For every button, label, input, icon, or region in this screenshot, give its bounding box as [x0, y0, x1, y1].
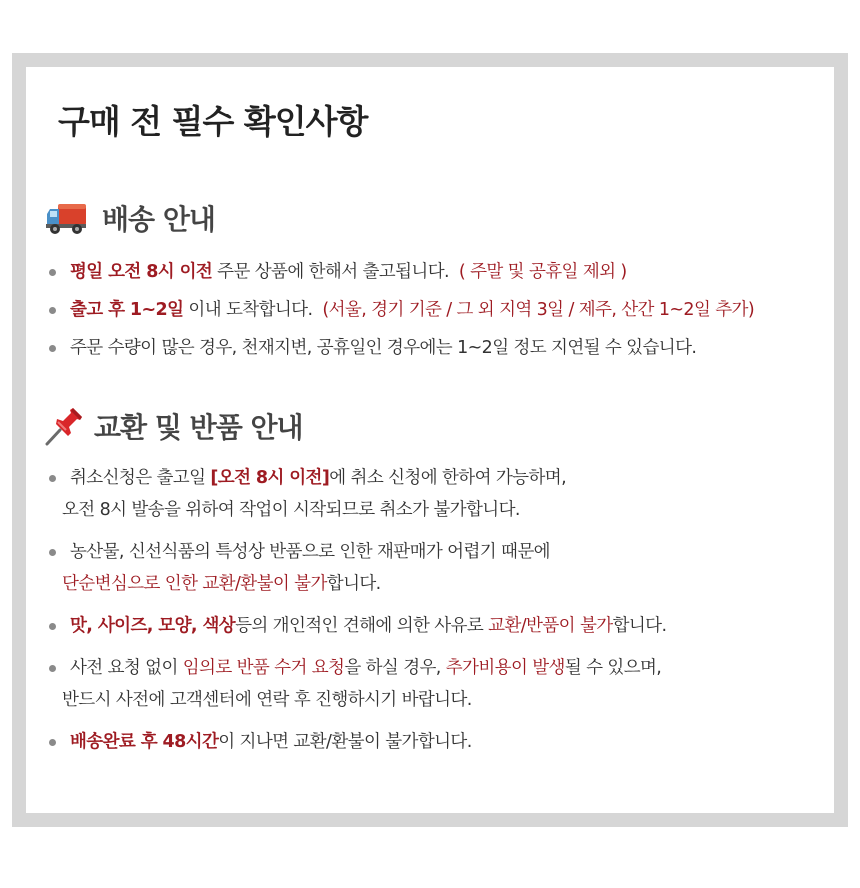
note-text: 단순변심으로 인한 교환/환불이 불가: [62, 574, 327, 594]
list-item: [46, 462, 826, 526]
emphasis-text: 출고 후 1~2일: [70, 300, 184, 320]
pushpin-icon: [44, 406, 86, 446]
emphasis-text: 배송완료 후 48시간: [70, 732, 219, 752]
emphasis-text: 평일 오전 8시 이전: [70, 262, 213, 282]
body-text: 취소신청은 출고일: [70, 468, 211, 488]
list-item: [46, 256, 826, 288]
list-item: [46, 726, 826, 758]
body-text: 사전 요청 없이: [70, 658, 183, 678]
emphasis-text: [오전 8시 이전]: [210, 468, 330, 488]
list-item: [46, 610, 826, 642]
body-text: 이 지나면 교환/환불이 불가합니다.: [218, 732, 472, 752]
note-text: 교환/반품이 불가: [488, 616, 613, 636]
body-text-line2: [62, 568, 826, 600]
shipping-list: [46, 256, 826, 370]
exchange-list: [46, 462, 826, 768]
list-item: [46, 536, 826, 600]
emphasis-text: 맛, 사이즈, 모양, 색상: [70, 616, 236, 636]
body-text: 합니다.: [612, 616, 667, 636]
body-text: 주문 상품에 한해서 출고됩니다.: [212, 262, 459, 282]
note-text: 추가비용이 발생: [445, 658, 565, 678]
body-text: 등의 개인적인 견해에 의한 사유로: [235, 616, 489, 636]
note-text: 임의로 반품 수거 요청: [182, 658, 345, 678]
body-text: 주문 수량이 많은 경우, 천재지변, 공휴일인 경우에는 1~2일 정도 지연될 수 있습니다.: [70, 338, 697, 358]
shipping-section-heading: [44, 198, 215, 238]
truck-icon: [44, 200, 88, 236]
body-text: 될 수 있으며,: [564, 658, 662, 678]
exchange-section-heading: [44, 406, 303, 446]
body-text: 에 취소 신청에 한하여 가능하며,: [329, 468, 567, 488]
body-text: 농산물, 신선식품의 특성상 반품으로 인한 재판매가 어렵기 때문에: [70, 542, 550, 562]
page-title: 구매 전 필수 확인사항: [58, 102, 368, 141]
exchange-heading: 교환 및 반품 안내: [94, 411, 303, 444]
list-item: [46, 332, 826, 364]
body-text: 을 하실 경우,: [344, 658, 446, 678]
body-text: 이내 도착합니다.: [183, 300, 323, 320]
note-text: ( 주말 및 공휴일 제외 ): [458, 262, 627, 282]
list-item: [46, 294, 826, 326]
note-text: (서울, 경기 기준 / 그 외 지역 3일 / 제주, 산간 1~2일 추가): [322, 300, 755, 320]
body-text: 합니다.: [326, 574, 381, 594]
list-item: [46, 652, 826, 716]
body-text-line2: 반드시 사전에 고객센터에 연락 후 진행하시기 바랍니다.: [62, 690, 472, 710]
shipping-heading: 배송 안내: [102, 203, 215, 236]
body-text-line2: 오전 8시 발송을 위하여 작업이 시작되므로 취소가 불가합니다.: [62, 500, 520, 520]
